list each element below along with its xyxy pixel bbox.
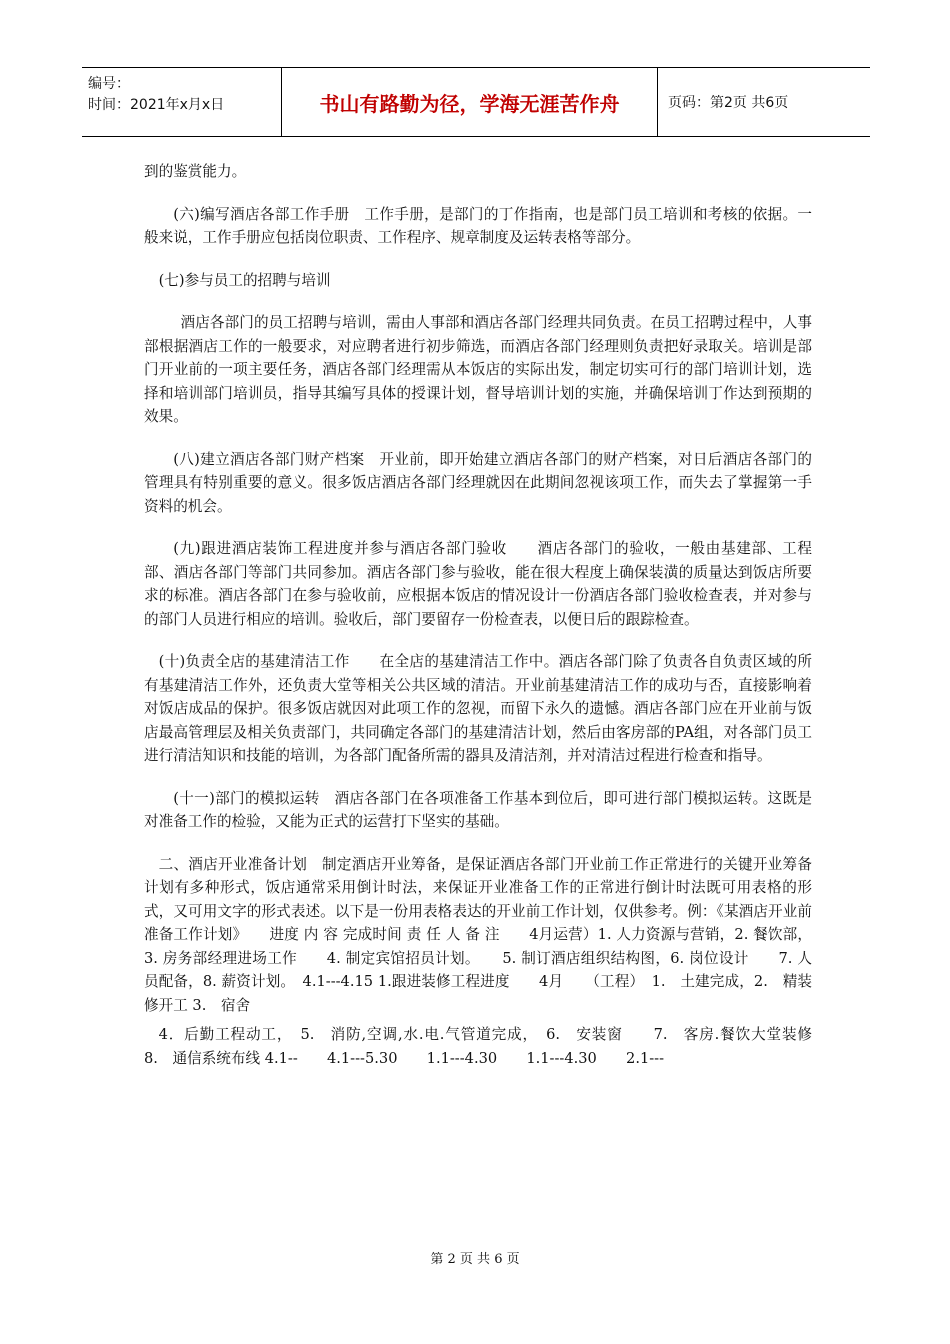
page-header — [82, 67, 870, 137]
document-body — [144, 160, 842, 1089]
header-meta — [82, 68, 282, 136]
page-footer: 第 2 页 共 6 页 — [430, 1252, 520, 1267]
paragraph-section-6: (六)编写酒店各部工作手册 工作手册，是部门的丁作指南，也是部门员工培训和考核的依据。一般来说，工作手册应包括岗位职责、工作程序、规章制度及运转表格等部分。 — [144, 205, 812, 246]
paragraph-plan-continued: 4．后勤工程动工， 5. 消防,空调,水.电.气管道完成， 6. 安装窗 7. 客房.餐饮大堂装修 8. 通信系统布线 4.1-- 4.1---5.30 1.1---4.30 1.1---4.30 2.1--- — [144, 1026, 842, 1067]
document-number-label: 编号： — [88, 76, 130, 92]
paragraph-section-9: (九)跟进酒店装饰工程进度并参与酒店各部门验收 酒店各部门的验收，一般由基建部、工程部、酒店各部门等部门共同参加。酒店各部门参与验收，能在很大程度上确保装潢的质量达到饭店所要求的标准。酒店各部门在参与验收前，应根据本饭店的情况设计一份酒店各部门验收检查表，并对参与的部门人员进行相应的培训。验收后，部门要留存一份检查表，以便日后的跟踪检查。 — [144, 540, 812, 628]
document-date-label: 时间：2021年x月x日 — [88, 97, 225, 113]
paragraph-section-11: (十一)部门的模拟运转 酒店各部门在各项准备工作基本到位后，即可进行部门模拟运转。这既是对准备工作的检验，又能为正式的运营打下坚实的基础。 — [144, 789, 812, 830]
paragraph-continuation: 到的鉴赏能力。 — [144, 163, 247, 180]
paragraph-opening-plan: 二、酒店开业准备计划 制定酒店开业筹备，是保证酒店各部门开业前工作正常进行的关键开业筹备计划有多种形式，饭店通常采用倒计时法，来保证开业准备工作的正常进行倒计时法既可用表格的形式，又可用文字的形式表述。以下是一份用表格表达的开业前工作计划，仅供参考。例：《某酒店开业前准备工作计划》 进度 内 容 完成时间 责 任 人 备 注 4月运营）1. 人力资源与营销，2. 餐饮部，3. 房务部经理进场工作 4. 制定宾馆招员计划。 5. 制订酒店组织结构图，6. 岗位设计 7. 人员配备，8. 薪资计划。 4.1---4.15 1.跟进装修工程进度 4月 （工程） 1. 土建完成，2. 精装修开工 3. 宿舍 — [144, 855, 812, 1014]
paragraph-section-8: (八)建立酒店各部门财产档案 开业前，即开始建立酒店各部门的财产档案，对日后酒店各部门的管理具有特别重要的意义。很多饭店酒店各部门经理就因在此期间忽视该项工作，而失去了掌握第一手资料的机会。 — [144, 450, 812, 515]
paragraph-recruitment-training: 酒店各部门的员工招聘与培训，需由人事部和酒店各部门经理共同负责。在员工招聘过程中，人事部根据酒店工作的一般要求，对应聘者进行初步筛选，而酒店各部门经理则负责把好录取关。培训是部门开业前的一项主要任务，酒店各部门经理需从本饭店的实际出发，制定切实可行的部门培训计划，选择和培训部门培训员，指导其编写具体的授课计划，督导培训计划的实施，并确保培训丁作达到预期的效果。 — [144, 314, 812, 425]
header-page-number: 页码：第2页 共6页 — [668, 95, 789, 111]
paragraph-section-10: (十)负责全店的基建清洁工作 在全店的基建清洁工作中。酒店各部门除了负责各自负责区域的所有基建清洁工作外，还负责大堂等相关公共区域的清洁。开业前基建清洁工作的成功与否，直接影响着对饭店成品的保护。很多饭店就因对此项工作的忽视，而留下永久的遗憾。酒店各部门应在开业前与饭店最高管理层及相关负责部门，共同确定各部门的基建清洁计划，然后由客房部的PA组，对各部门员工进行清洁知识和技能的培训，为各部门配备所需的器具及清洁剂，并对清洁过程进行检查和指导。 — [144, 653, 812, 764]
heading-section-7: (七)参与员工的招聘与培训 — [158, 271, 331, 289]
header-motto: 书山有路勤为径，学海无涯苦作舟 — [282, 68, 658, 136]
